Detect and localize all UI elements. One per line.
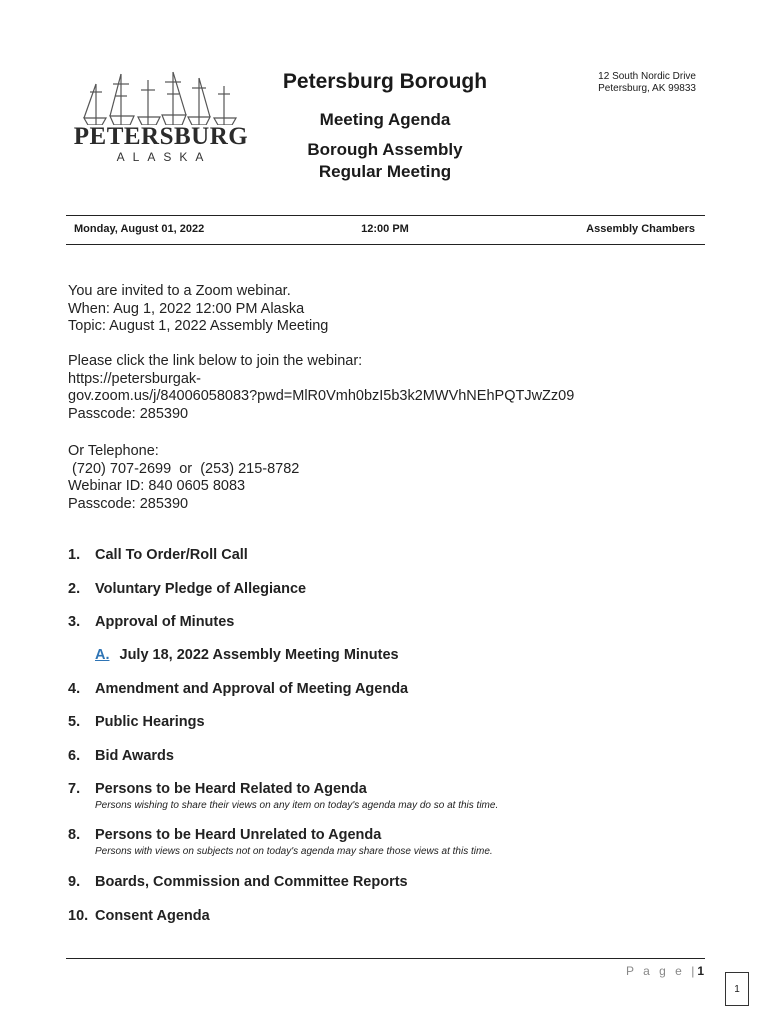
agenda-item-note: Persons wishing to share their views on any item on today's agenda may do so at this time. bbox=[95, 800, 499, 811]
minutes-link[interactable]: A. bbox=[95, 647, 110, 663]
meta-bottom-rule bbox=[66, 244, 705, 245]
agenda-item-title: Consent Agenda bbox=[95, 908, 210, 924]
agenda-item-title: Call To Order/Roll Call bbox=[95, 547, 248, 563]
zoom-link-part-1[interactable]: https://petersburgak- bbox=[68, 370, 201, 387]
agenda-item-number: 4. bbox=[68, 681, 81, 697]
telephone-numbers: (720) 707-2699 or (253) 215-8782 bbox=[68, 460, 300, 477]
harbor-skyline-icon bbox=[76, 70, 246, 125]
meeting-body-line-1: Borough Assembly bbox=[307, 140, 463, 159]
logo-wordmark: PETERSBURG bbox=[73, 123, 249, 150]
agenda-item-number: 2. bbox=[68, 581, 81, 597]
agenda-item bbox=[68, 874, 408, 890]
agenda-item-number: 10. bbox=[68, 908, 89, 924]
organization-name: Petersburg Borough bbox=[282, 70, 488, 93]
agenda-item-number: 5. bbox=[68, 714, 81, 730]
agenda-item-number: 6. bbox=[68, 748, 81, 764]
agenda-item-title: July 18, 2022 Assembly Meeting Minutes bbox=[119, 647, 399, 663]
agenda-item-title: Public Hearings bbox=[95, 714, 205, 730]
meeting-body-line-2: Regular Meeting bbox=[318, 162, 452, 181]
meeting-location: Assembly Chambers bbox=[586, 223, 695, 235]
telephone-passcode: Passcode: 285390 bbox=[68, 495, 189, 512]
agenda-item-title: Approval of Minutes bbox=[95, 614, 235, 630]
zoom-line-4: Please click the link below to join the webinar: bbox=[68, 353, 363, 369]
address-block bbox=[556, 71, 696, 95]
agenda-item-title: Persons to be Heard Related to Agenda bbox=[95, 781, 367, 797]
meeting-time: 12:00 PM bbox=[361, 223, 409, 235]
page-label: P a g e | bbox=[626, 964, 698, 978]
agenda-item-title: Amendment and Approval of Meeting Agenda bbox=[95, 681, 409, 697]
zoom-invite bbox=[68, 283, 628, 336]
meta-top-rule bbox=[66, 215, 705, 216]
address-line-1: 12 South Nordic Drive bbox=[598, 71, 696, 82]
agenda-sub-item bbox=[95, 647, 399, 663]
page-number: 1 bbox=[697, 964, 704, 978]
agenda-item-title: Boards, Commission and Committee Reports bbox=[95, 874, 408, 890]
zoom-line-2: When: Aug 1, 2022 12:00 PM Alaska bbox=[68, 300, 305, 317]
zoom-line-1: You are invited to a Zoom webinar. bbox=[68, 283, 291, 299]
address-line-2: Petersburg, AK 99833 bbox=[598, 83, 696, 94]
agenda-item bbox=[68, 681, 408, 697]
agenda-item-number: 7. bbox=[68, 781, 81, 797]
zoom-line-3: Topic: August 1, 2022 Assembly Meeting bbox=[68, 318, 329, 334]
agenda-item bbox=[68, 547, 248, 563]
meeting-body bbox=[260, 139, 510, 183]
page-number-box: 1 bbox=[725, 972, 749, 1006]
page-footer bbox=[626, 964, 704, 978]
webinar-id: Webinar ID: 840 0605 8083 bbox=[68, 478, 246, 494]
agenda-item bbox=[68, 714, 205, 730]
agenda-item-note: Persons with views on subjects not on today's agenda may share those views at this time. bbox=[95, 846, 493, 857]
agenda-item bbox=[68, 781, 498, 811]
zoom-passcode: Passcode: 285390 bbox=[68, 405, 189, 422]
footer-rule bbox=[66, 958, 705, 959]
agenda-item bbox=[68, 908, 210, 924]
agenda-item-title: Persons to be Heard Unrelated to Agenda bbox=[95, 827, 382, 843]
agenda-item-number: 1. bbox=[68, 547, 81, 563]
logo-region: ALASKA bbox=[116, 150, 212, 164]
petersburg-logo bbox=[72, 70, 250, 170]
agenda-item bbox=[68, 827, 493, 857]
telephone-label: Or Telephone: bbox=[68, 443, 159, 459]
agenda-item-title: Bid Awards bbox=[95, 748, 174, 764]
zoom-link-block bbox=[68, 353, 628, 423]
agenda-item-title: Voluntary Pledge of Allegiance bbox=[95, 581, 307, 597]
agenda-item bbox=[68, 748, 174, 764]
agenda-item-number: 8. bbox=[68, 827, 81, 843]
meeting-date: Monday, August 01, 2022 bbox=[74, 223, 205, 235]
agenda-item-number: 3. bbox=[68, 614, 81, 630]
zoom-link-part-2[interactable]: gov.zoom.us/j/84006058083?pwd=MlR0Vmh0bzI5b3k2MWVhNEhPQTJwZz09 bbox=[68, 388, 575, 404]
agenda-item bbox=[68, 614, 234, 630]
agenda-title: Meeting Agenda bbox=[319, 110, 451, 129]
telephone-block bbox=[68, 443, 628, 513]
agenda-item bbox=[68, 581, 306, 597]
agenda-item-number: 9. bbox=[68, 874, 81, 890]
